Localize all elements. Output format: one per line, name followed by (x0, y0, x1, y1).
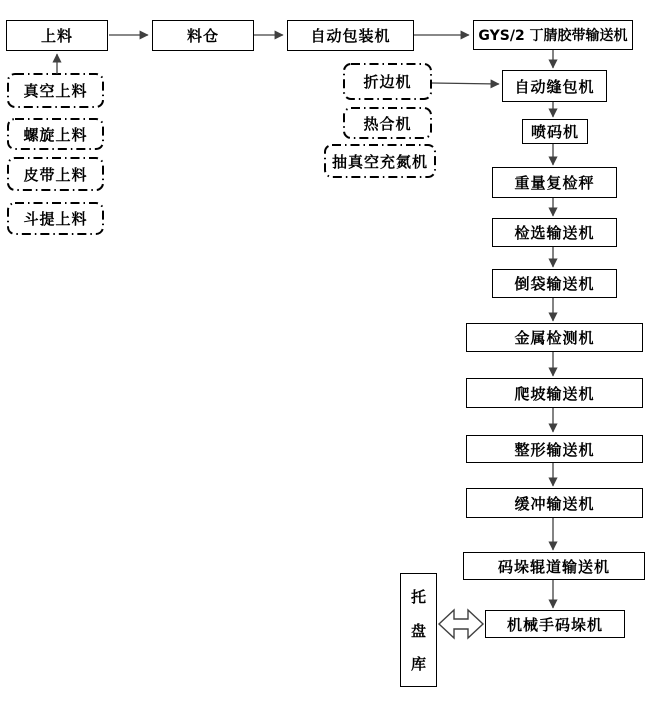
node-bag-sewing (502, 70, 607, 102)
node-bucket-feed (8, 203, 103, 234)
node-edge-folder (344, 64, 431, 99)
double-arrow-pallet-palletizer (439, 610, 483, 638)
arrow-folder-to-sewing (432, 83, 499, 84)
node-silo-label: 料仓 (186, 27, 219, 45)
pallet-warehouse-char-3: 库 (410, 654, 426, 673)
node-belt-feed (8, 158, 103, 190)
node-nitrile-belt-conveyor-label: GYS/2 丁腈胶带输送机 (478, 28, 628, 44)
node-screw-feed-label: 螺旋上料 (23, 125, 88, 144)
node-belt-feed-label: 皮带上料 (23, 165, 88, 184)
node-silo (152, 20, 254, 51)
node-auto-packer (287, 20, 414, 51)
node-pallet-warehouse (400, 573, 437, 687)
node-bag-turnover-conveyor-label: 倒袋输送机 (514, 275, 595, 293)
node-auto-packer-label: 自动包装机 (310, 27, 391, 45)
node-edge-folder-label: 折边机 (363, 73, 412, 91)
node-bucket-feed-label: 斗提上料 (23, 210, 88, 228)
node-vacuum-nitrogen (325, 145, 435, 177)
node-shaping-conveyor-label: 整形输送机 (514, 440, 595, 459)
node-sorting-conveyor-label: 检选输送机 (514, 224, 595, 242)
node-sorting-conveyor (492, 218, 617, 247)
node-shaping-conveyor (466, 435, 643, 463)
node-metal-detector-label: 金属检测机 (514, 329, 595, 347)
node-checkweigher-label: 重量复检秤 (514, 174, 595, 192)
node-heat-sealer-label: 热合机 (363, 114, 412, 133)
node-screw-feed (8, 119, 103, 149)
node-metal-detector (466, 323, 643, 352)
node-bag-turnover-conveyor (492, 269, 617, 298)
node-vacuum-nitrogen-label: 抽真空充氮机 (331, 152, 428, 171)
node-buffer-conveyor-label: 缓冲输送机 (514, 494, 595, 513)
node-feed (6, 20, 108, 51)
node-inkjet-coder (522, 119, 588, 144)
node-checkweigher (492, 167, 617, 198)
node-nitrile-belt-conveyor (473, 20, 633, 50)
node-heat-sealer (344, 108, 431, 138)
node-incline-conveyor (466, 378, 643, 408)
node-vacuum-feed (8, 74, 103, 107)
node-robot-palletizer-label: 机械手码垛机 (506, 615, 603, 634)
node-feed-label: 上料 (40, 27, 73, 45)
node-palletizing-roller-conveyor (463, 552, 645, 580)
node-palletizing-roller-conveyor-label: 码垛辊道输送机 (497, 557, 610, 576)
node-buffer-conveyor (466, 488, 643, 518)
node-robot-palletizer (485, 610, 625, 638)
node-incline-conveyor-label: 爬坡输送机 (514, 384, 595, 403)
node-inkjet-coder-label: 喷码机 (530, 123, 579, 141)
node-bag-sewing-label: 自动缝包机 (514, 77, 595, 96)
node-vacuum-feed-label: 真空上料 (23, 82, 88, 100)
pallet-warehouse-char-2: 盘 (410, 621, 426, 640)
pallet-warehouse-char-1: 托 (410, 588, 426, 607)
